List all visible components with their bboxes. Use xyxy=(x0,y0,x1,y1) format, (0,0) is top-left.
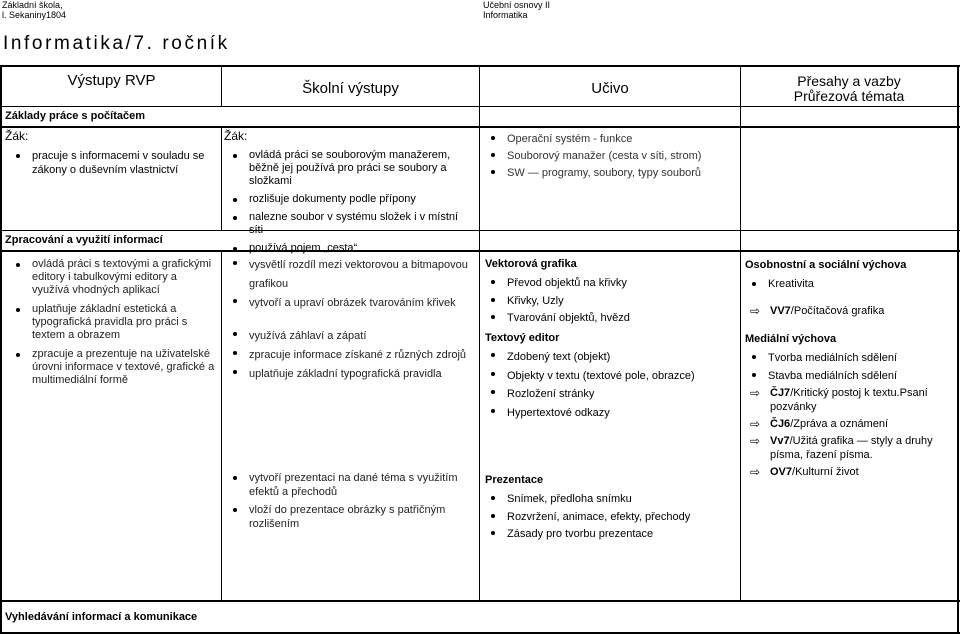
link-text: /Zpráva a oznámení xyxy=(790,418,889,430)
arrow-icon: ⇨ xyxy=(750,465,761,479)
list-item: nalezne soubor v systému složek i v místní síti xyxy=(232,211,472,237)
ucivo-basics-list xyxy=(490,131,735,182)
list-item: Tvorba mediálních sdělení xyxy=(751,350,951,368)
col-divider-2 xyxy=(479,65,480,601)
school-processing-list-c xyxy=(232,471,477,531)
link-text: /Kulturní život xyxy=(792,466,859,478)
osv-list xyxy=(751,277,951,291)
list-item: vytvoří a upraví obrázek tvarováním křivek xyxy=(232,294,477,313)
list-item: Převod objektů na křivky xyxy=(490,275,735,293)
list-item: Rozložení stránky xyxy=(490,385,735,404)
list-item: Tvarování objektů, hvězd xyxy=(490,310,735,328)
arrow-icon: ⇨ xyxy=(750,417,761,431)
mv-heading: Mediální výchova xyxy=(745,333,837,345)
link-text: /Kritický postoj k textu.Psaní pozvánky xyxy=(770,387,928,413)
list-item: Objekty v textu (textové pole, obrazce) xyxy=(490,367,735,386)
link-text: /Počítačová grafika xyxy=(790,305,885,317)
list-item: vytvoří prezentaci na dané téma s využitím efektů a přechodů xyxy=(232,471,477,499)
col-divider-1b xyxy=(221,126,222,231)
rvp-basics-list xyxy=(15,149,215,177)
list-item: Zásady pro tvorbu prezentace xyxy=(490,526,735,544)
list-item: vysvětlí rozdíl mezi vektorovou a bitmapovou grafikou xyxy=(232,256,477,294)
rvp-processing-list xyxy=(15,258,215,387)
plan-line-2: Informatika xyxy=(483,10,528,20)
list-item: ovládá práci se souborovým manažerem, běžně jej používá pro práci se soubory a složkami xyxy=(232,149,472,188)
link-code: ČJ6 xyxy=(770,418,791,430)
cross-link-item xyxy=(748,417,953,431)
section-line-processing-top xyxy=(0,230,960,231)
list-item: Rozvržení, animace, efekty, přechody xyxy=(490,509,735,527)
section-line-processing xyxy=(0,250,960,252)
mv-links xyxy=(748,386,953,479)
list-item: rozlišuje dokumenty podle přípony xyxy=(232,193,472,206)
column-header-ucivo: Učivo xyxy=(591,80,629,97)
link-code: OV7 xyxy=(770,466,793,478)
school-processing-list-b xyxy=(232,327,477,384)
mv-list xyxy=(751,350,951,385)
arrow-icon: ⇨ xyxy=(750,386,761,400)
table-border-right xyxy=(957,65,959,634)
col-divider-3 xyxy=(740,65,741,601)
arrow-icon: ⇨ xyxy=(750,304,761,318)
list-item: Snímek, předloha snímku xyxy=(490,491,735,509)
list-item: používá pojem „cesta“ xyxy=(232,242,472,255)
list-item: pracuje s informacemi v souladu se zákony o duševním vlastnictví xyxy=(15,149,215,177)
ucivo-pres-list xyxy=(490,491,735,544)
school-name xyxy=(2,0,66,20)
list-item: využívá záhlaví a zápatí xyxy=(232,327,477,346)
column-header-school: Školní výstupy xyxy=(302,80,399,97)
section-line-search xyxy=(0,600,960,602)
school-line-1: Základní škola, xyxy=(2,0,63,10)
ucivo-vector-list xyxy=(490,275,735,328)
school-processing-list-a xyxy=(232,256,477,313)
list-item: Zdobený text (objekt) xyxy=(490,348,735,367)
cross-link-item xyxy=(748,304,953,318)
col-divider-1c xyxy=(221,250,222,601)
rvp-zak-label: Žák: xyxy=(5,129,29,143)
section-title-processing: Zpracování a využití informací xyxy=(5,234,163,246)
school-basics-list xyxy=(232,149,472,255)
column-header-presahy xyxy=(741,74,957,104)
presahy-line-2: Průřezová témata xyxy=(793,88,905,104)
cross-link-item xyxy=(748,386,953,414)
school-zak-label: Žák: xyxy=(224,129,248,143)
arrow-icon: ⇨ xyxy=(750,434,761,448)
link-code: VV7 xyxy=(770,305,791,317)
list-item: zpracuje informace získané z různých zdrojů xyxy=(232,346,477,365)
list-item: SW — programy, soubory, typy souborů xyxy=(490,165,735,182)
list-item: Stavba mediálních sdělení xyxy=(751,368,951,386)
ucivo-vector-heading: Vektorová grafika xyxy=(485,258,577,270)
list-item: Operační systém - funkce xyxy=(490,131,735,148)
section-line-basics xyxy=(0,126,960,128)
page-title: Informatika/7. ročník xyxy=(3,33,230,54)
ucivo-text-heading: Textový editor xyxy=(485,332,560,344)
ucivo-text-list xyxy=(490,348,735,422)
link-code: ČJ7 xyxy=(770,387,791,399)
list-item: uplatňuje základní typografická pravidla xyxy=(232,365,477,384)
osv-heading: Osobnostní a sociální výchova xyxy=(745,259,907,271)
section-title-basics: Základy práce s počítačem xyxy=(5,110,146,122)
header-row-line xyxy=(0,106,960,107)
list-item: Křivky, Uzly xyxy=(490,293,735,311)
list-item: ovládá práci s textovými a grafickými editory i tabulkovými editory a využívá vhodných aplikací xyxy=(15,258,215,297)
list-item: uplatňuje základní estetická a typografická pravidla pro práci s textem a obrazem xyxy=(15,303,215,342)
ucivo-pres-heading: Prezentace xyxy=(485,474,544,486)
list-item: zpracuje a prezentuje na uživatelské úrovni informace v textové, grafické a multimediální formě xyxy=(15,348,215,387)
list-item: Kreativita xyxy=(751,277,951,291)
link-code: Vv7 xyxy=(770,435,790,447)
document-type xyxy=(483,0,550,20)
list-item: Hypertextové odkazy xyxy=(490,404,735,423)
presahy-line-1: Přesahy a vazby xyxy=(797,73,901,89)
column-header-rvp: Výstupy RVP xyxy=(67,72,156,89)
list-item: vloží do prezentace obrázky s patřičným rozlišením xyxy=(232,503,477,531)
osv-links xyxy=(748,304,953,318)
cross-link-item xyxy=(748,465,953,479)
plan-line-1: Učební osnovy II xyxy=(483,0,551,10)
section-title-search: Vyhledávání informací a komunikace xyxy=(5,611,198,623)
table-border-left xyxy=(0,65,2,634)
list-item: Souborový manažer (cesta v síti, strom) xyxy=(490,148,735,165)
cross-link-item xyxy=(748,434,953,462)
school-line-2: l. Sekaniny1804 xyxy=(2,10,67,20)
table-border-top xyxy=(0,65,960,67)
link-text: /Užitá grafika — styly a druhy písma, řazení písma. xyxy=(770,435,933,461)
